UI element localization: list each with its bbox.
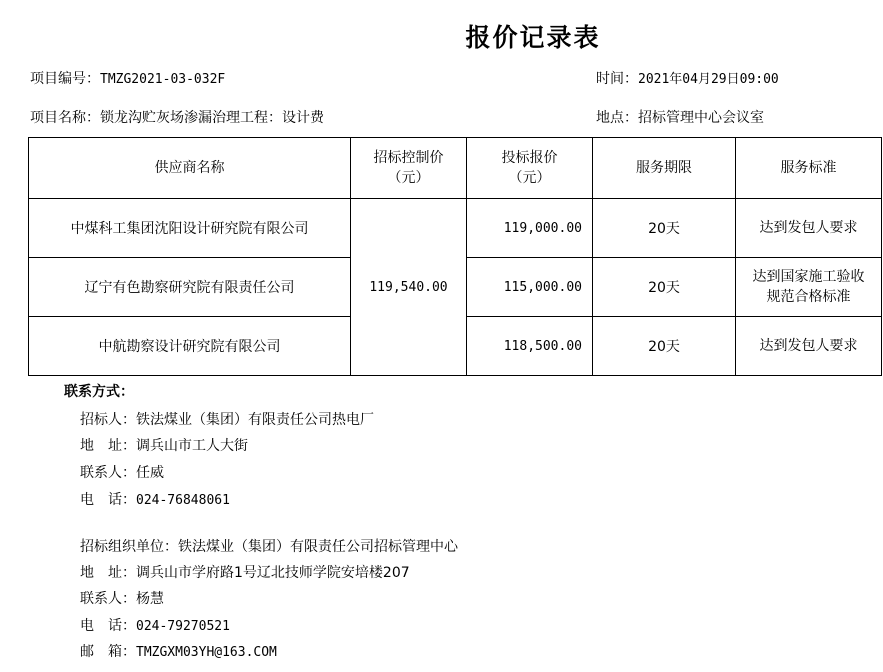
agency-address-value: 调兵山市学府路1号辽北技师学院安培楼207 [136, 565, 410, 581]
quote-table [28, 137, 882, 376]
header-service-period: 服务期限 [593, 138, 736, 199]
agency-phone-value: 024-79270521 [136, 619, 230, 634]
table-row [29, 199, 882, 258]
tenderer-address-label: 地 址： [80, 438, 136, 454]
header-bid-price [467, 138, 593, 199]
tenderer-address [80, 435, 248, 455]
agency-address [80, 562, 410, 582]
tenderer-phone [80, 489, 230, 509]
project-name-value: 锁龙沟贮灰场渗漏治理工程：设计费 [100, 110, 324, 126]
bid-price: 115,000.00 [467, 258, 593, 317]
table-header-row [29, 138, 882, 199]
header-service-standard: 服务标准 [736, 138, 882, 199]
service-standard-text: 达到国家施工验收 规范合格标准 [752, 269, 865, 305]
project-number-label: 项目编号： [30, 71, 100, 87]
project-number-value: TMZG2021-03-032F [100, 72, 226, 87]
supplier-name: 辽宁有色勘察研究院有限责任公司 [29, 258, 351, 317]
service-period: 20天 [593, 258, 736, 317]
tenderer-person-label: 联系人： [80, 465, 136, 481]
header-control-price [351, 138, 467, 199]
supplier-name: 中煤科工集团沈阳设计研究院有限公司 [29, 199, 351, 258]
project-location-value: 招标管理中心会议室 [638, 110, 764, 126]
tenderer-phone-label: 电 话： [80, 492, 136, 508]
project-time-label: 时间： [596, 71, 638, 87]
agency-name-label: 招标组织单位： [80, 539, 178, 555]
agency-email-value: TMZGXM03YH@163.COM [136, 645, 277, 660]
bid-price: 118,500.00 [467, 317, 593, 376]
page-title: 报价记录表 [465, 23, 601, 52]
agency-contact-person [80, 588, 164, 608]
supplier-name: 中航勘察设计研究院有限公司 [29, 317, 351, 376]
header-control-price-text: 招标控制价 （元） [373, 150, 444, 186]
agency-phone [80, 615, 230, 635]
control-price-value: 119,540.00 [351, 199, 467, 376]
agency-address-label: 地 址： [80, 565, 136, 581]
tenderer-name [80, 409, 374, 429]
project-name-label: 项目名称： [30, 110, 100, 126]
tenderer-address-value: 调兵山市工人大街 [136, 438, 248, 454]
project-location [596, 107, 764, 127]
tenderer-name-value: 铁法煤业（集团）有限责任公司热电厂 [136, 412, 374, 428]
agency-email-label: 邮 箱： [80, 644, 136, 660]
agency-name-value: 铁法煤业（集团）有限责任公司招标管理中心 [178, 539, 458, 555]
tenderer-person-value: 任威 [136, 465, 164, 481]
project-number [30, 68, 225, 88]
tenderer-contact-person [80, 462, 164, 482]
project-time [596, 68, 779, 88]
service-period: 20天 [593, 199, 736, 258]
service-standard [736, 258, 882, 317]
agency-person-value: 杨慧 [136, 591, 164, 607]
agency-person-label: 联系人： [80, 591, 136, 607]
contact-heading: 联系方式： [64, 384, 134, 400]
tenderer-phone-value: 024-76848061 [136, 493, 230, 508]
agency-name [80, 536, 458, 556]
header-supplier: 供应商名称 [29, 138, 351, 199]
project-location-label: 地点： [596, 110, 638, 126]
service-standard: 达到发包人要求 [736, 317, 882, 376]
agency-phone-label: 电 话： [80, 618, 136, 634]
header-bid-price-text: 投标报价 （元） [501, 150, 558, 186]
project-time-value: 2021年04月29日09:00 [638, 72, 779, 87]
service-standard: 达到发包人要求 [736, 199, 882, 258]
tenderer-name-label: 招标人： [80, 412, 136, 428]
project-name [30, 107, 324, 127]
agency-email [80, 641, 277, 661]
bid-price: 119,000.00 [467, 199, 593, 258]
service-period: 20天 [593, 317, 736, 376]
